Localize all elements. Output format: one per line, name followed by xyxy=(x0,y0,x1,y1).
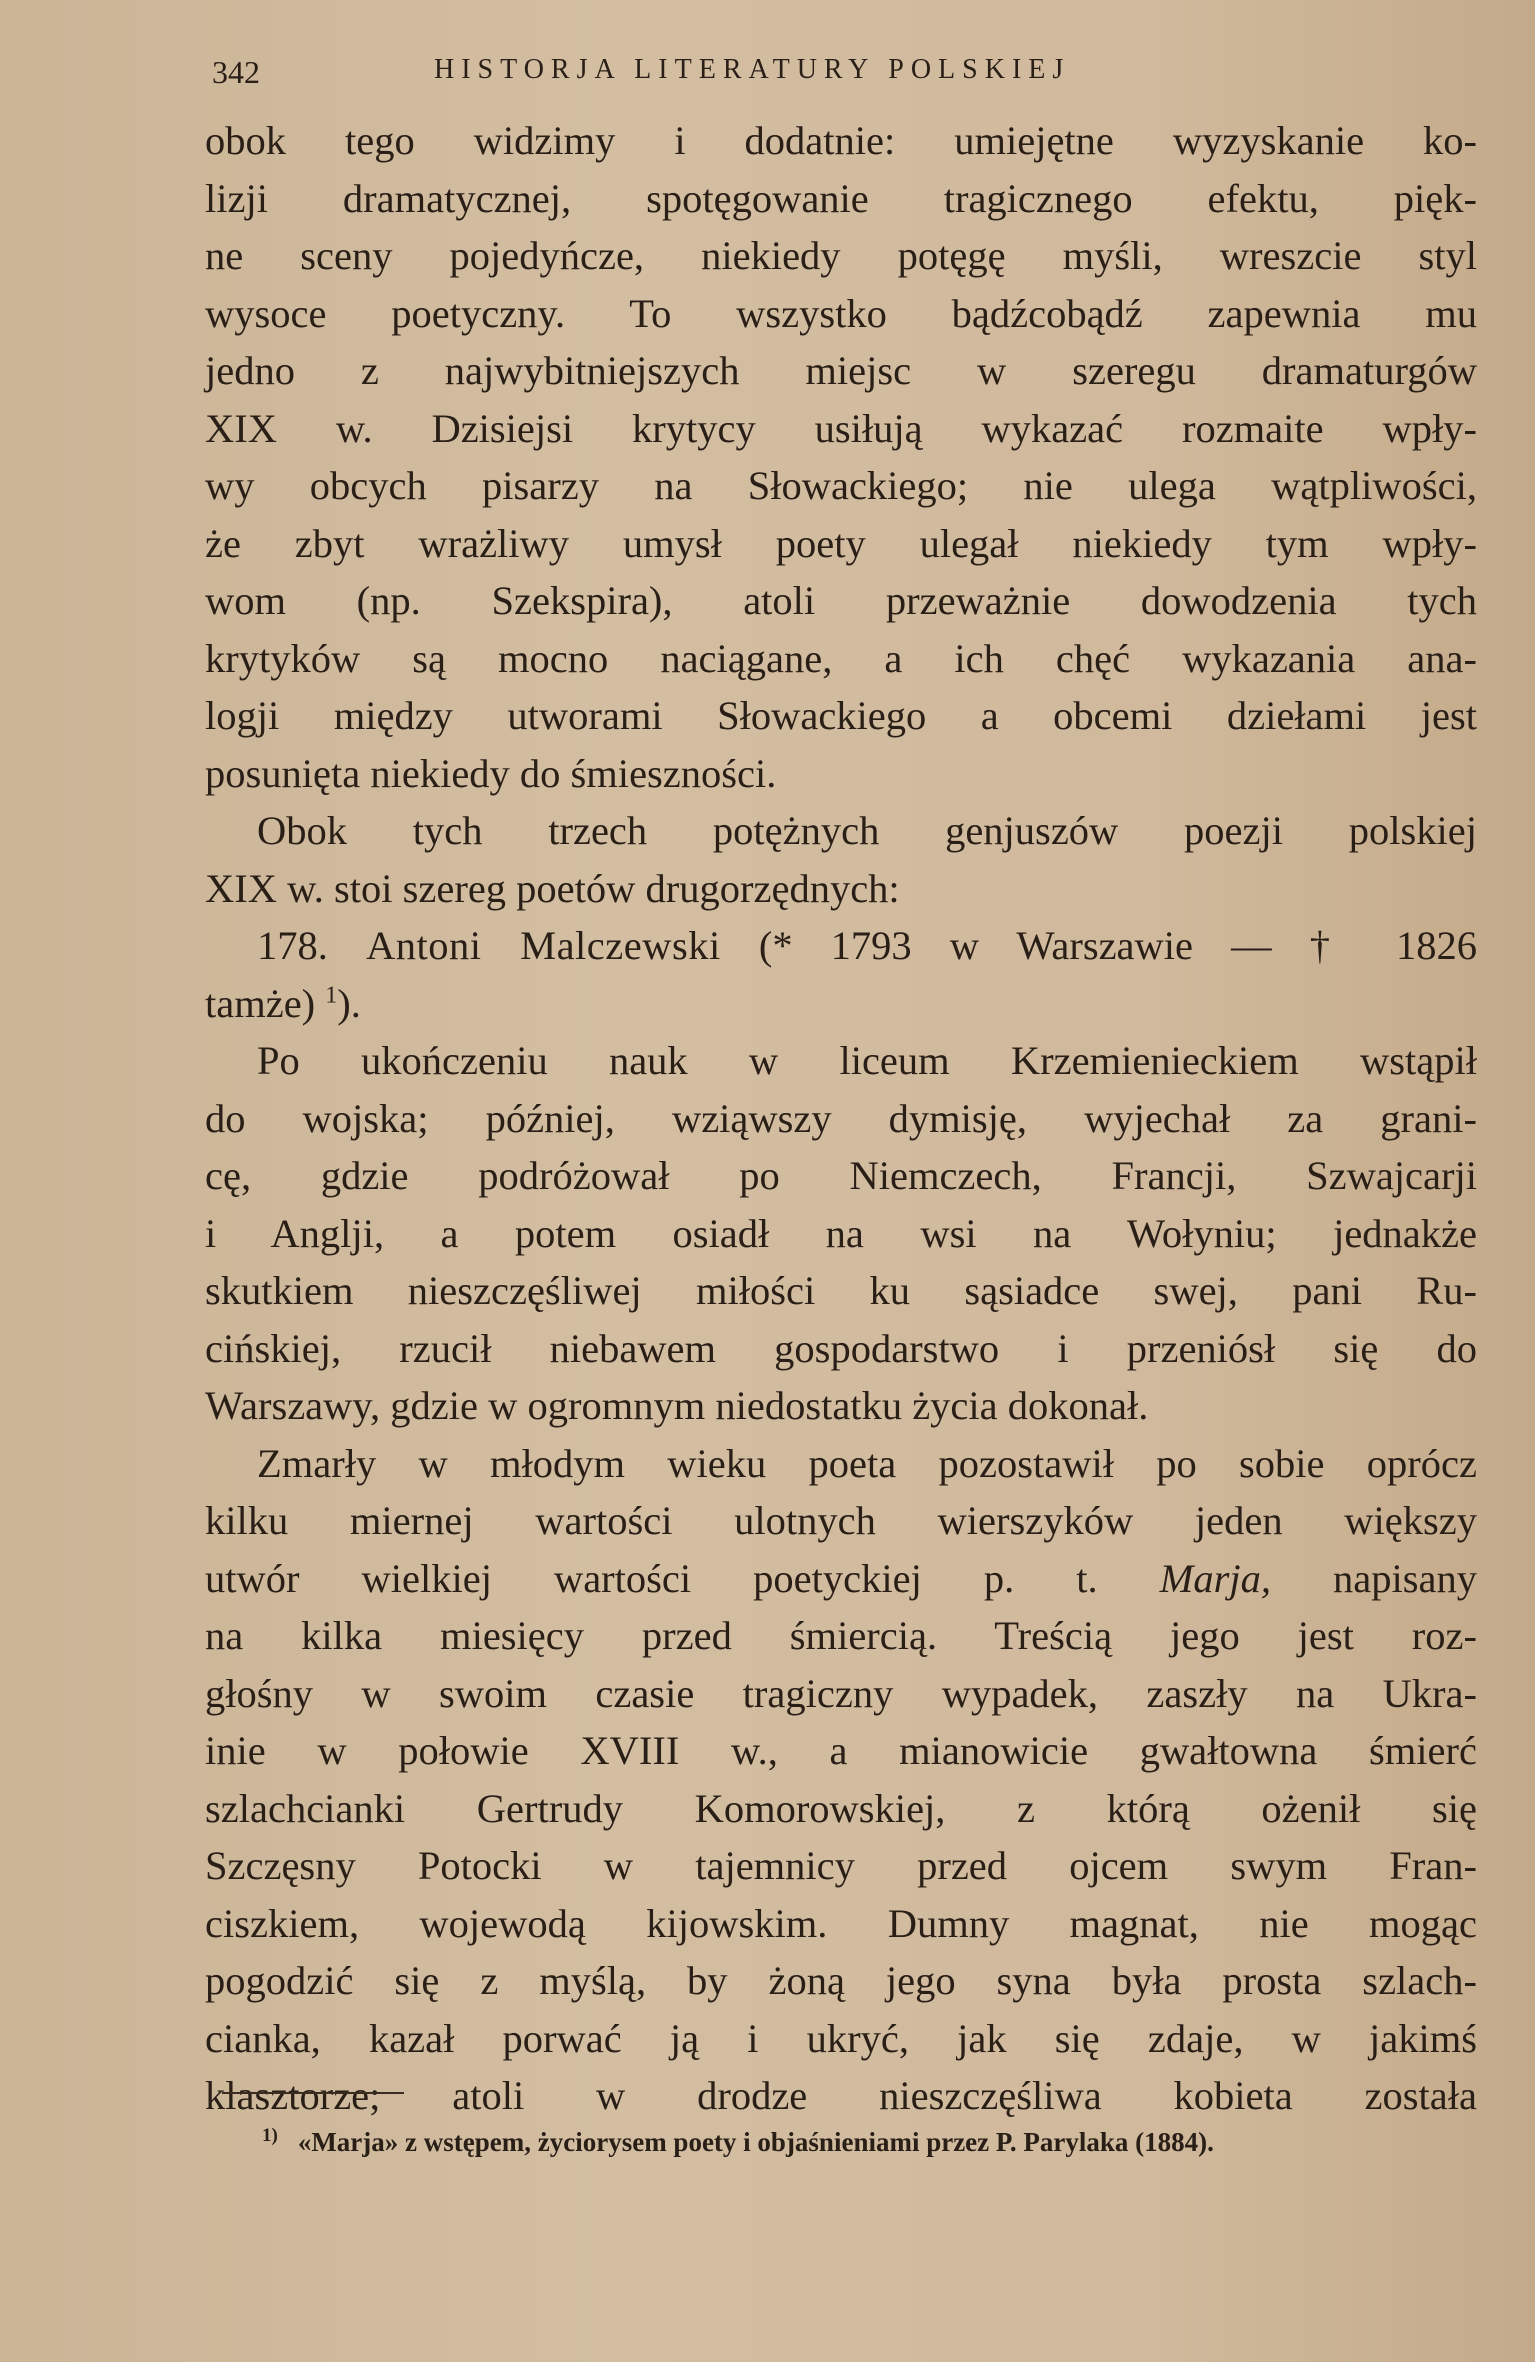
line: i Anglji, a potem osiadł na wsi na Wołyniu; jednakże xyxy=(205,1210,1477,1256)
line: wysoce poetyczny. To wszystko bądźcobądź zapewnia mu xyxy=(205,290,1477,336)
line: cińskiej, rzucił niebawem gospodarstwo i przeniósł się do xyxy=(205,1325,1477,1371)
line: Szczęsny Potocki w tajemnicy przed ojcem swym Fran- xyxy=(205,1843,1477,1888)
line-part: utwór wielkiej wartości poetyckiej p. t. xyxy=(205,1555,1098,1601)
line: XIX w. stoi szereg poetów drugorzędnych: xyxy=(205,865,900,911)
line: cianka, kazał porwać ją i ukryć, jak się zdaje, w jakimś xyxy=(205,2015,1477,2061)
paragraph-1 xyxy=(205,112,1477,802)
line: wom (np. Szekspira), atoli przeważnie dowodzenia tych xyxy=(205,578,1477,623)
line: do wojska; później, wziąwszy dymisję, wyjechał za grani- xyxy=(205,1095,1477,1141)
line: pogodzić się z myślą, by żoną jego syna była prosta szlach- xyxy=(205,1958,1477,2003)
line: ne sceny pojedyńcze, niekiedy potęgę myśli, wreszcie styl xyxy=(205,233,1477,278)
line: Warszawy, gdzie w ogromnym niedostatku życia dokonał. xyxy=(205,1383,1149,1428)
line: inie w połowie XVIII w., a mianowicie gwałtowna śmierć xyxy=(205,1728,1477,1773)
poet-dates-end: tamże) xyxy=(205,980,316,1026)
paragraph-4 xyxy=(205,1435,1477,2125)
paragraph-3 xyxy=(205,1032,1477,1435)
line: szlachcianki Gertrudy Komorowskiej, z którą ożenił się xyxy=(205,1785,1477,1831)
line: XIX w. Dzisiejsi krytycy usiłują wykazać rozmaite wpły- xyxy=(205,405,1477,451)
line: kilku miernej wartości ulotnych wierszyków jeden większy xyxy=(205,1498,1477,1543)
section-heading xyxy=(205,917,1477,975)
line: na kilka miesięcy przed śmiercią. Treścią jego jest roz- xyxy=(205,1613,1477,1658)
line: ciszkiem, wojewodą kijowskim. Dumny magnat, nie mogąc xyxy=(205,1900,1477,1946)
running-title: HISTORJA LITERATURY POLSKIEJ xyxy=(434,54,1071,85)
poet-name: Antoni Malczewski xyxy=(365,923,721,968)
period: . xyxy=(350,980,361,1026)
line: krytyków są mocno naciągane, a ich chęć wykazania ana- xyxy=(205,635,1477,681)
line: posunięta niekiedy do śmieszności. xyxy=(205,750,777,796)
line: obok tego widzimy i dodatnie: umiejętne wyzyskanie ko- xyxy=(205,118,1477,163)
line: jedno z najwybitniejszych miejsc w szeregu dramaturgów xyxy=(205,348,1477,393)
footnote-text: «Marja» z wstępem, życiorysem poety i objaśnieniami przez P. Parylaka (1884). xyxy=(297,2127,1214,2157)
line: Obok tych trzech potężnych genjuszów poezji polskiej xyxy=(257,808,1477,853)
main-text xyxy=(205,112,1477,2125)
footnote-ref: 1 xyxy=(325,982,338,1008)
line: skutkiem nieszczęśliwej miłości ku sąsiadce swej, pani Ru- xyxy=(205,1268,1477,1313)
line: logji między utworami Słowackiego a obcemi dziełami jest xyxy=(205,693,1477,738)
line: cę, gdzie podróżował po Niemczech, Francji, Szwajcarji xyxy=(205,1153,1477,1198)
section-heading-cont: tamże) $^1$). xyxy=(205,980,361,1026)
line: głośny w swoim czasie tragiczny wypadek, zaszły na Ukra- xyxy=(205,1670,1477,1716)
line: Zmarły w młodym wieku poeta pozostawił po sobie oprócz xyxy=(257,1440,1477,1486)
paragraph-4-rest xyxy=(205,1607,1477,2125)
line: Po ukończeniu nauk w liceum Krzemienieckiem wstąpił xyxy=(257,1038,1477,1083)
line: że zbyt wrażliwy umysł poety ulegał niekiedy tym wpły- xyxy=(205,520,1477,566)
line: wy obcych pisarzy na Słowackiego; nie ulega wątpliwości, xyxy=(205,463,1477,508)
work-title: Marja, xyxy=(1159,1555,1272,1601)
page-number: 342 xyxy=(212,54,260,90)
footnote xyxy=(262,2125,1492,2158)
footnote-divider xyxy=(222,2092,404,2094)
section-number: 178. xyxy=(257,923,328,968)
line: klasztorze; atoli w drodze nieszczęśliwa kobieta została xyxy=(205,2073,1477,2118)
poet-dates: (* 1793 w Warszawie — † 1826 xyxy=(758,923,1478,968)
running-header xyxy=(212,42,1475,102)
line: lizji dramatycznej, spotęgowanie tragicznego efektu, pięk- xyxy=(205,175,1477,221)
footnote-mark: 1) xyxy=(262,2125,278,2146)
line xyxy=(205,1550,1477,1608)
line-part: napisany xyxy=(1333,1555,1478,1601)
paragraph-2 xyxy=(205,802,1477,917)
